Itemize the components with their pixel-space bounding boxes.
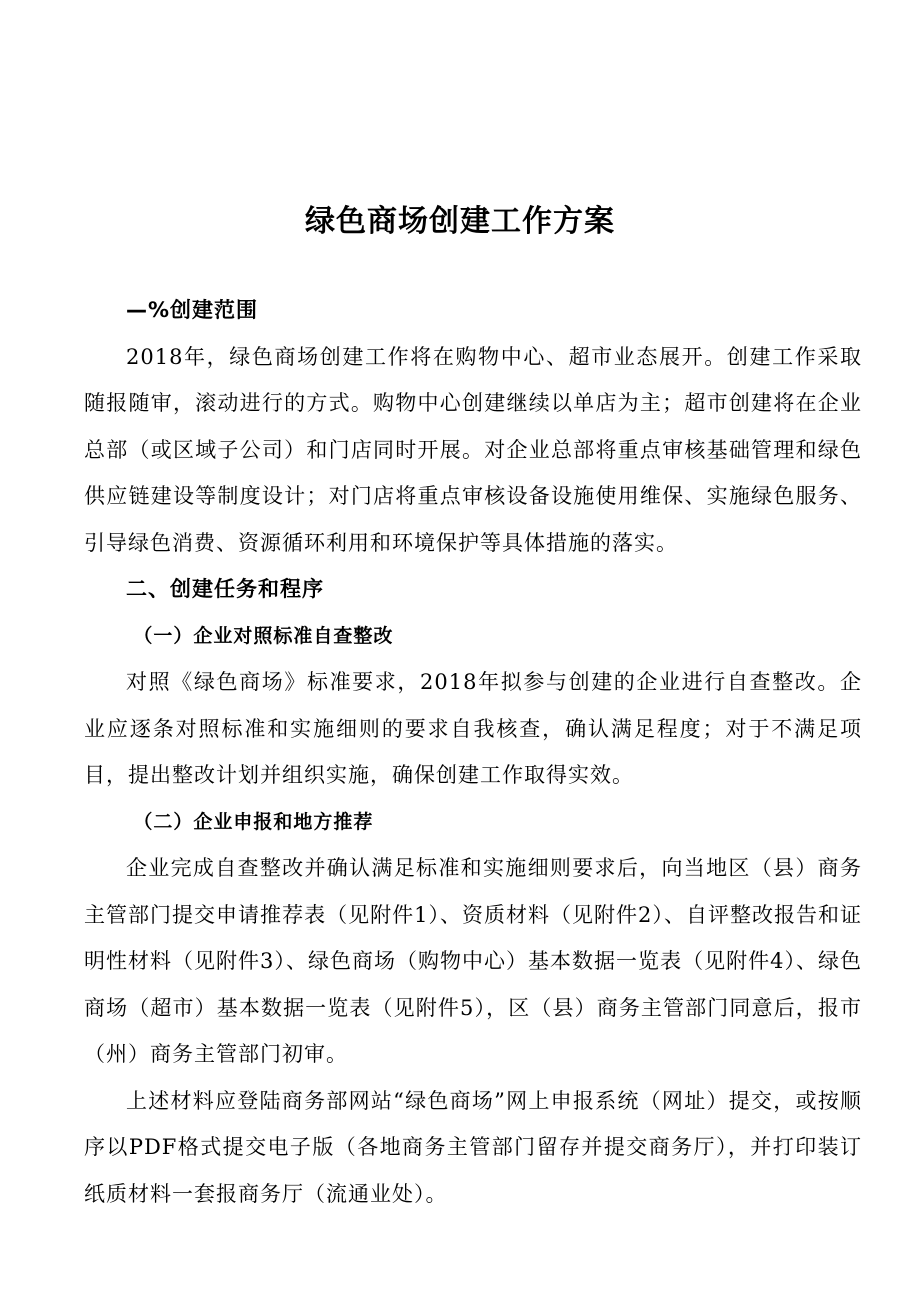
paragraph-application: 企业完成自查整改并确认满足标准和实施细则要求后，向当地区（县）商务主管部门提交申请推荐表（见附件1）、资质材料（见附件2）、自评整改报告和证明性材料（见附件3）、绿色商场（购物中心）基本数据一览表（见附件4）、绿色商场（超市）基本数据一览表（见附件5），区（县）商务主管部门同意后，报市（州）商务主管部门初审。 bbox=[84, 856, 862, 1066]
paragraph-submission: 上述材料应登陆商务部网站“绿色商场”网上申报系统（网址）提交，或按顺序以PDF格式提交电子版（各地商务主管部门留存并提交商务厅），并打印装订纸质材料一套报商务厅（流通业处）。 bbox=[84, 1088, 862, 1206]
document-title: 绿色商场创建工作方案 bbox=[305, 204, 615, 239]
section-heading-scope: —%创建范围 bbox=[126, 298, 259, 322]
subsection-heading-application: （二）企业申报和地方推荐 bbox=[133, 810, 374, 833]
document-body bbox=[84, 287, 862, 1217]
subsection-heading-self-check: （一）企业对照标准自查整改 bbox=[133, 624, 394, 647]
section-heading-tasks: 二、创建任务和程序 bbox=[126, 577, 324, 601]
paragraph-scope: 2018年，绿色商场创建工作将在购物中心、超市业态展开。创建工作采取随报随审，滚动进行的方式。购物中心创建继续以单店为主；超市创建将在企业总部（或区域子公司）和门店同时开展。对企业总部将重点审核基础管理和绿色供应链建设等制度设计；对门店将重点审核设备设施使用维保、实施绿色服务、引导绿色消费、资源循环利用和环境保护等具体措施的落实。 bbox=[84, 344, 862, 555]
paragraph-self-check: 对照《绿色商场》标准要求，2018年拟参与创建的企业进行自查整改。企业应逐条对照标准和实施细则的要求自我核查，确认满足程度；对于不满足项目，提出整改计划并组织实施，确保创建工作取得实效。 bbox=[84, 670, 862, 787]
